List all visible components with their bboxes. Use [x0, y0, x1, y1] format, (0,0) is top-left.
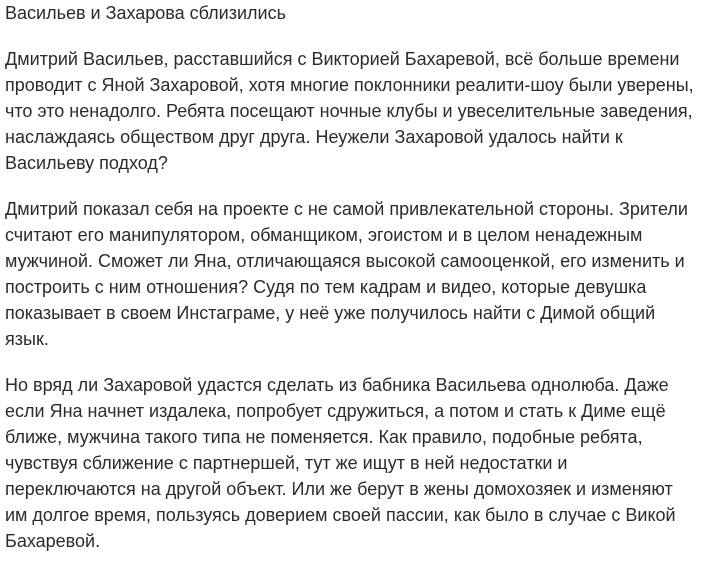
paragraph-line: считают его манипулятором, обманщиком, эгоистом и в целом ненадежным: [5, 225, 643, 245]
paragraph-line: Но вряд ли Захаровой удастся сделать из бабника Васильева однолюба. Даже: [5, 375, 669, 395]
paragraph-line: проводит с Яной Захаровой, хотя многие поклонники реалити-шоу были уверены,: [5, 75, 694, 95]
paragraph-line: Васильеву подход?: [5, 153, 168, 173]
paragraph-line: Дмитрий показал себя на проекте с не самой привлекательной стороны. Зрители: [5, 199, 688, 219]
paragraph-line: переключаются на другой объект. Или же берут в жены домохозяек и изменяют: [5, 479, 673, 499]
paragraph-line: мужчиной. Сможет ли Яна, отличающаяся высокой самооценкой, его изменить и: [5, 251, 685, 271]
paragraph-2: [5, 196, 705, 352]
article-title: Васильев и Захарова сблизились: [5, 3, 286, 23]
paragraph-line: Бахаревой.: [5, 531, 101, 551]
paragraph-1: [5, 46, 705, 176]
paragraph-line: построить с ним отношения? Судя по тем кадрам и видео, которые девушка: [5, 277, 647, 297]
paragraph-line: что это ненадолго. Ребята посещают ночные клубы и увеселительные заведения,: [5, 101, 693, 121]
paragraph-line: им долгое время, пользуясь доверием своей пассии, как было в случае с Викой: [5, 505, 676, 525]
paragraph-line: наслаждаясь обществом друг друга. Неужели Захаровой удалось найти к: [5, 127, 623, 147]
paragraph-line: язык.: [5, 329, 49, 349]
article: [5, 0, 705, 574]
paragraph-line: чувствуя сближение с партнершей, тут же ищут в ней недостатки и: [5, 453, 568, 473]
paragraph-3: [5, 372, 705, 554]
paragraph-line: Дмитрий Васильев, расставшийся с Викторией Бахаревой, всё больше времени: [5, 49, 680, 69]
paragraph-line: ближе, мужчина такого типа не поменяется. Как правило, подобные ребята,: [5, 427, 643, 447]
paragraph-line: если Яна начнет издалека, попробует сдружиться, а потом и стать к Диме ещё: [5, 401, 666, 421]
paragraph-line: показывает в своем Инстаграме, у неё уже получилось найти с Димой общий: [5, 303, 656, 323]
